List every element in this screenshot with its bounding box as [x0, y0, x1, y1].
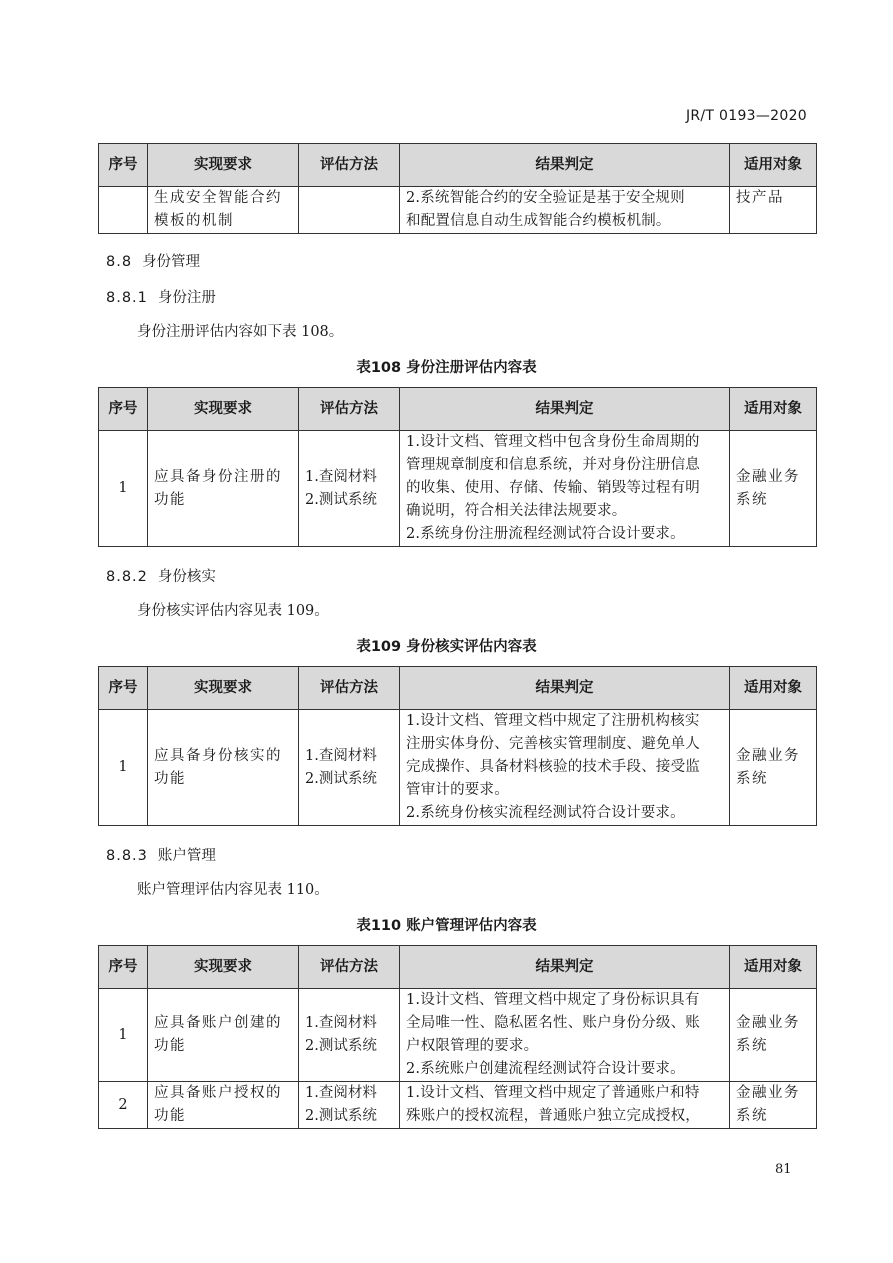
cell-requirement	[148, 187, 299, 234]
cell-line: 金融业务	[736, 1085, 800, 1101]
cell-requirement	[148, 710, 299, 826]
cell-line: 2.测试系统	[305, 1108, 377, 1124]
cell-no: 2	[99, 1082, 148, 1129]
cell-line: 系统	[736, 1108, 768, 1124]
cell-method	[299, 431, 400, 547]
header-no: 序号	[99, 144, 148, 187]
cell-line: 全局唯一性、隐私匿名性、账户身份分级、账	[406, 1015, 700, 1031]
cell-no: 1	[99, 989, 148, 1082]
table-row	[99, 989, 817, 1082]
cell-method	[299, 1082, 400, 1129]
paragraph-8-8-1: 身份注册评估内容如下表 108。	[137, 324, 344, 340]
cell-line: 功能	[154, 491, 186, 508]
cell-line: 2.系统账户创建流程经测试符合设计要求。	[406, 1061, 685, 1077]
cell-no: 1	[99, 431, 148, 547]
cell-line: 系统	[736, 491, 768, 508]
cell-target	[730, 989, 817, 1082]
cell-line: 1.设计文档、管理文档中规定了普通账户和特	[406, 1085, 700, 1101]
cell-line: 应具备身份核实的	[154, 747, 282, 764]
cell-line: 2.测试系统	[305, 491, 377, 508]
header-no: 序号	[99, 667, 148, 710]
header-target: 适用对象	[730, 388, 817, 431]
section-heading-8-8-2: 8.8.2 身份核实	[106, 569, 216, 585]
cell-result	[400, 710, 730, 826]
header-result: 结果判定	[400, 946, 730, 989]
cell-target	[730, 1082, 817, 1129]
cell-line: 系统	[736, 770, 768, 787]
header-method: 评估方法	[299, 946, 400, 989]
cell-line: 金融业务	[736, 468, 800, 485]
table-row	[99, 710, 817, 826]
cell-result	[400, 1082, 730, 1129]
cell-line: 2.系统身份核实流程经测试符合设计要求。	[406, 805, 685, 821]
document-code: JR/T 0193—2020	[685, 108, 807, 124]
cell-line: 技产品	[736, 190, 784, 206]
cell-target	[730, 431, 817, 547]
cell-line: 2.测试系统	[305, 1038, 377, 1054]
table-header-row	[99, 144, 817, 187]
header-requirement: 实现要求	[148, 946, 299, 989]
cell-line: 1.设计文档、管理文档中规定了身份标识具有	[406, 992, 700, 1008]
cell-target	[730, 710, 817, 826]
header-result: 结果判定	[400, 388, 730, 431]
header-target: 适用对象	[730, 144, 817, 187]
cell-line: 生成安全智能合约	[154, 190, 282, 206]
table-header-row	[99, 388, 817, 431]
cell-line: 1.设计文档、管理文档中规定了注册机构核实	[406, 713, 700, 729]
header-no: 序号	[99, 388, 148, 431]
cell-target	[730, 187, 817, 234]
cell-line: 功能	[154, 770, 186, 787]
header-target: 适用对象	[730, 946, 817, 989]
header-result: 结果判定	[400, 667, 730, 710]
cell-line: 应具备身份注册的	[154, 468, 282, 485]
cell-line: 1.查阅材料	[305, 1015, 377, 1031]
cell-line: 功能	[154, 1108, 186, 1124]
section-heading-8-8: 8.8 身份管理	[106, 254, 201, 270]
cell-line: 殊账户的授权流程，普通账户独立完成授权，	[406, 1108, 700, 1124]
cell-method	[299, 710, 400, 826]
header-method: 评估方法	[299, 388, 400, 431]
table-header-row	[99, 667, 817, 710]
cell-no: 1	[99, 710, 148, 826]
table-110	[98, 945, 817, 1129]
cell-line: 1.查阅材料	[305, 747, 377, 764]
cell-method	[299, 989, 400, 1082]
cell-line: 1.查阅材料	[305, 468, 377, 485]
cell-line: 1.查阅材料	[305, 1085, 377, 1101]
cell-requirement	[148, 989, 299, 1082]
table-caption-108: 表108 身份注册评估内容表	[356, 360, 537, 376]
cell-result	[400, 431, 730, 547]
cell-line: 应具备账户创建的	[154, 1015, 282, 1031]
paragraph-8-8-3: 账户管理评估内容见表 110。	[137, 882, 329, 898]
cell-line: 管理规章制度和信息系统，并对身份注册信息	[406, 457, 700, 473]
table-row	[99, 187, 817, 234]
table-row	[99, 1082, 817, 1129]
cell-line: 和配置信息自动生成智能合约模板机制。	[406, 213, 671, 229]
header-method: 评估方法	[299, 667, 400, 710]
cell-line: 管审计的要求。	[406, 782, 509, 798]
cell-line: 2.系统身份注册流程经测试符合设计要求。	[406, 526, 685, 542]
cell-line: 金融业务	[736, 1015, 800, 1031]
cell-line: 系统	[736, 1038, 768, 1054]
header-no: 序号	[99, 946, 148, 989]
table-109	[98, 666, 817, 826]
header-result: 结果判定	[400, 144, 730, 187]
cell-line: 2.测试系统	[305, 770, 377, 787]
header-requirement: 实现要求	[148, 667, 299, 710]
table-caption-109: 表109 身份核实评估内容表	[356, 639, 537, 655]
table-caption-110: 表110 账户管理评估内容表	[356, 918, 537, 934]
cell-line: 金融业务	[736, 747, 800, 764]
section-heading-8-8-1: 8.8.1 身份注册	[106, 290, 216, 306]
table-header-row	[99, 946, 817, 989]
cell-result	[400, 187, 730, 234]
page-number: 81	[775, 1162, 792, 1177]
cell-line: 模板的机制	[154, 213, 234, 229]
header-method: 评估方法	[299, 144, 400, 187]
cell-line: 2.系统智能合约的安全验证是基于安全规则	[406, 190, 685, 206]
table-108	[98, 387, 817, 547]
cell-line: 应具备账户授权的	[154, 1085, 282, 1101]
header-requirement: 实现要求	[148, 144, 299, 187]
table-continuation	[98, 143, 817, 234]
header-target: 适用对象	[730, 667, 817, 710]
cell-line: 户权限管理的要求。	[406, 1038, 539, 1054]
cell-result	[400, 989, 730, 1082]
cell-line: 功能	[154, 1038, 186, 1054]
section-heading-8-8-3: 8.8.3 账户管理	[106, 848, 216, 864]
cell-line: 的收集、使用、存储、传输、销毁等过程有明	[406, 480, 700, 496]
header-requirement: 实现要求	[148, 388, 299, 431]
table-row	[99, 431, 817, 547]
cell-requirement	[148, 1082, 299, 1129]
cell-no	[99, 187, 148, 234]
cell-line: 确说明，符合相关法律法规要求。	[406, 503, 627, 519]
cell-method	[299, 187, 400, 234]
cell-requirement	[148, 431, 299, 547]
cell-line: 1.设计文档、管理文档中包含身份生命周期的	[406, 434, 700, 450]
paragraph-8-8-2: 身份核实评估内容见表 109。	[137, 603, 329, 619]
cell-line: 注册实体身份、完善核实管理制度、避免单人	[406, 736, 700, 752]
cell-line: 完成操作、具备材料核验的技术手段、接受监	[406, 759, 700, 775]
